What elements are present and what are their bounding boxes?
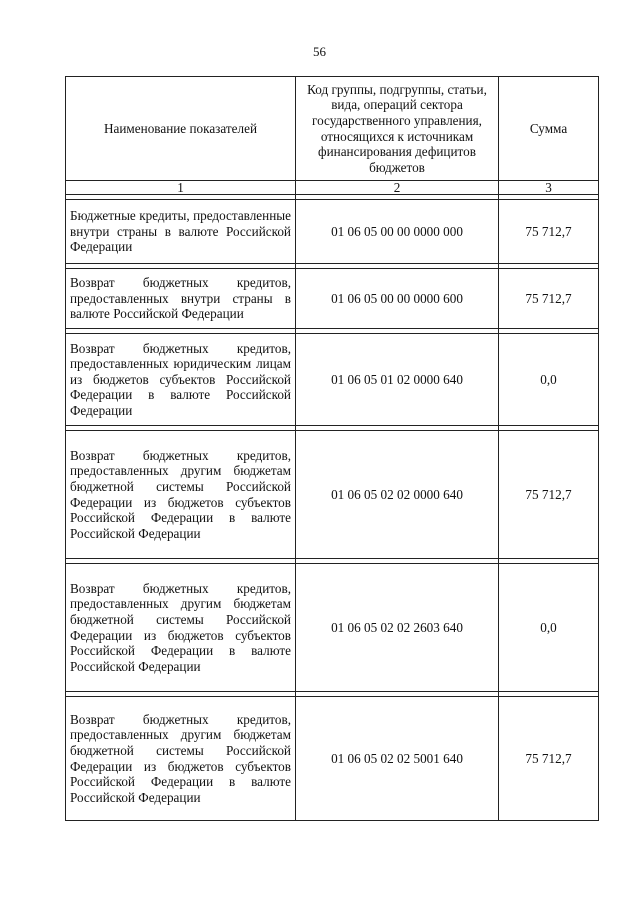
row-code: 01 06 05 02 02 2603 640 (296, 564, 499, 692)
table-row (66, 269, 599, 329)
row-sum: 0,0 (499, 564, 599, 692)
row-name: Возврат бюджетных кредитов, предоставленных другим бюджетам бюджетной системы Российской Федерации из бюджетов субъектов Российской Федерации в валюте Российской Федерации (66, 431, 296, 559)
row-code: 01 06 05 02 02 5001 640 (296, 697, 499, 821)
row-code: 01 06 05 01 02 0000 640 (296, 334, 499, 426)
column-number-row (66, 181, 599, 195)
header-code: Код группы, подгруппы, статьи, вида, операций сектора государственного управления, относящихся к источникам финансирования дефицитов бюджетов (296, 77, 499, 181)
table-row (66, 564, 599, 692)
sources-financing-table (65, 76, 599, 821)
table-header-row (66, 77, 599, 181)
row-code: 01 06 05 00 00 0000 000 (296, 200, 499, 264)
row-sum: 75 712,7 (499, 269, 599, 329)
header-sum: Сумма (499, 77, 599, 181)
row-name: Возврат бюджетных кредитов, предоставленных другим бюджетам бюджетной системы Российской Федерации из бюджетов субъектов Российской Федерации в валюте Российской Федерации (66, 697, 296, 821)
column-number: 3 (499, 181, 599, 195)
page-number: 56 (313, 44, 326, 59)
table-row (66, 334, 599, 426)
row-name: Бюджетные кредиты, предоставленные внутри страны в валюте Российской Федерации (66, 200, 296, 264)
row-sum: 0,0 (499, 334, 599, 426)
table-row (66, 200, 599, 264)
row-sum: 75 712,7 (499, 431, 599, 559)
row-name: Возврат бюджетных кредитов, предоставленных юридическим лицам из бюджетов субъектов Российской Федерации в валюте Российской Федерации (66, 334, 296, 426)
header-name: Наименование показателей (66, 77, 296, 181)
column-number: 2 (296, 181, 499, 195)
row-code: 01 06 05 02 02 0000 640 (296, 431, 499, 559)
table-row (66, 697, 599, 821)
table-row (66, 431, 599, 559)
row-name: Возврат бюджетных кредитов, предоставленных другим бюджетам бюджетной системы Российской Федерации из бюджетов субъектов Российской Федерации в валюте Российской Федерации (66, 564, 296, 692)
row-sum: 75 712,7 (499, 200, 599, 264)
column-number: 1 (66, 181, 296, 195)
row-sum: 75 712,7 (499, 697, 599, 821)
row-name: Возврат бюджетных кредитов, предоставленных внутри страны в валюте Российской Федерации (66, 269, 296, 329)
row-code: 01 06 05 00 00 0000 600 (296, 269, 499, 329)
